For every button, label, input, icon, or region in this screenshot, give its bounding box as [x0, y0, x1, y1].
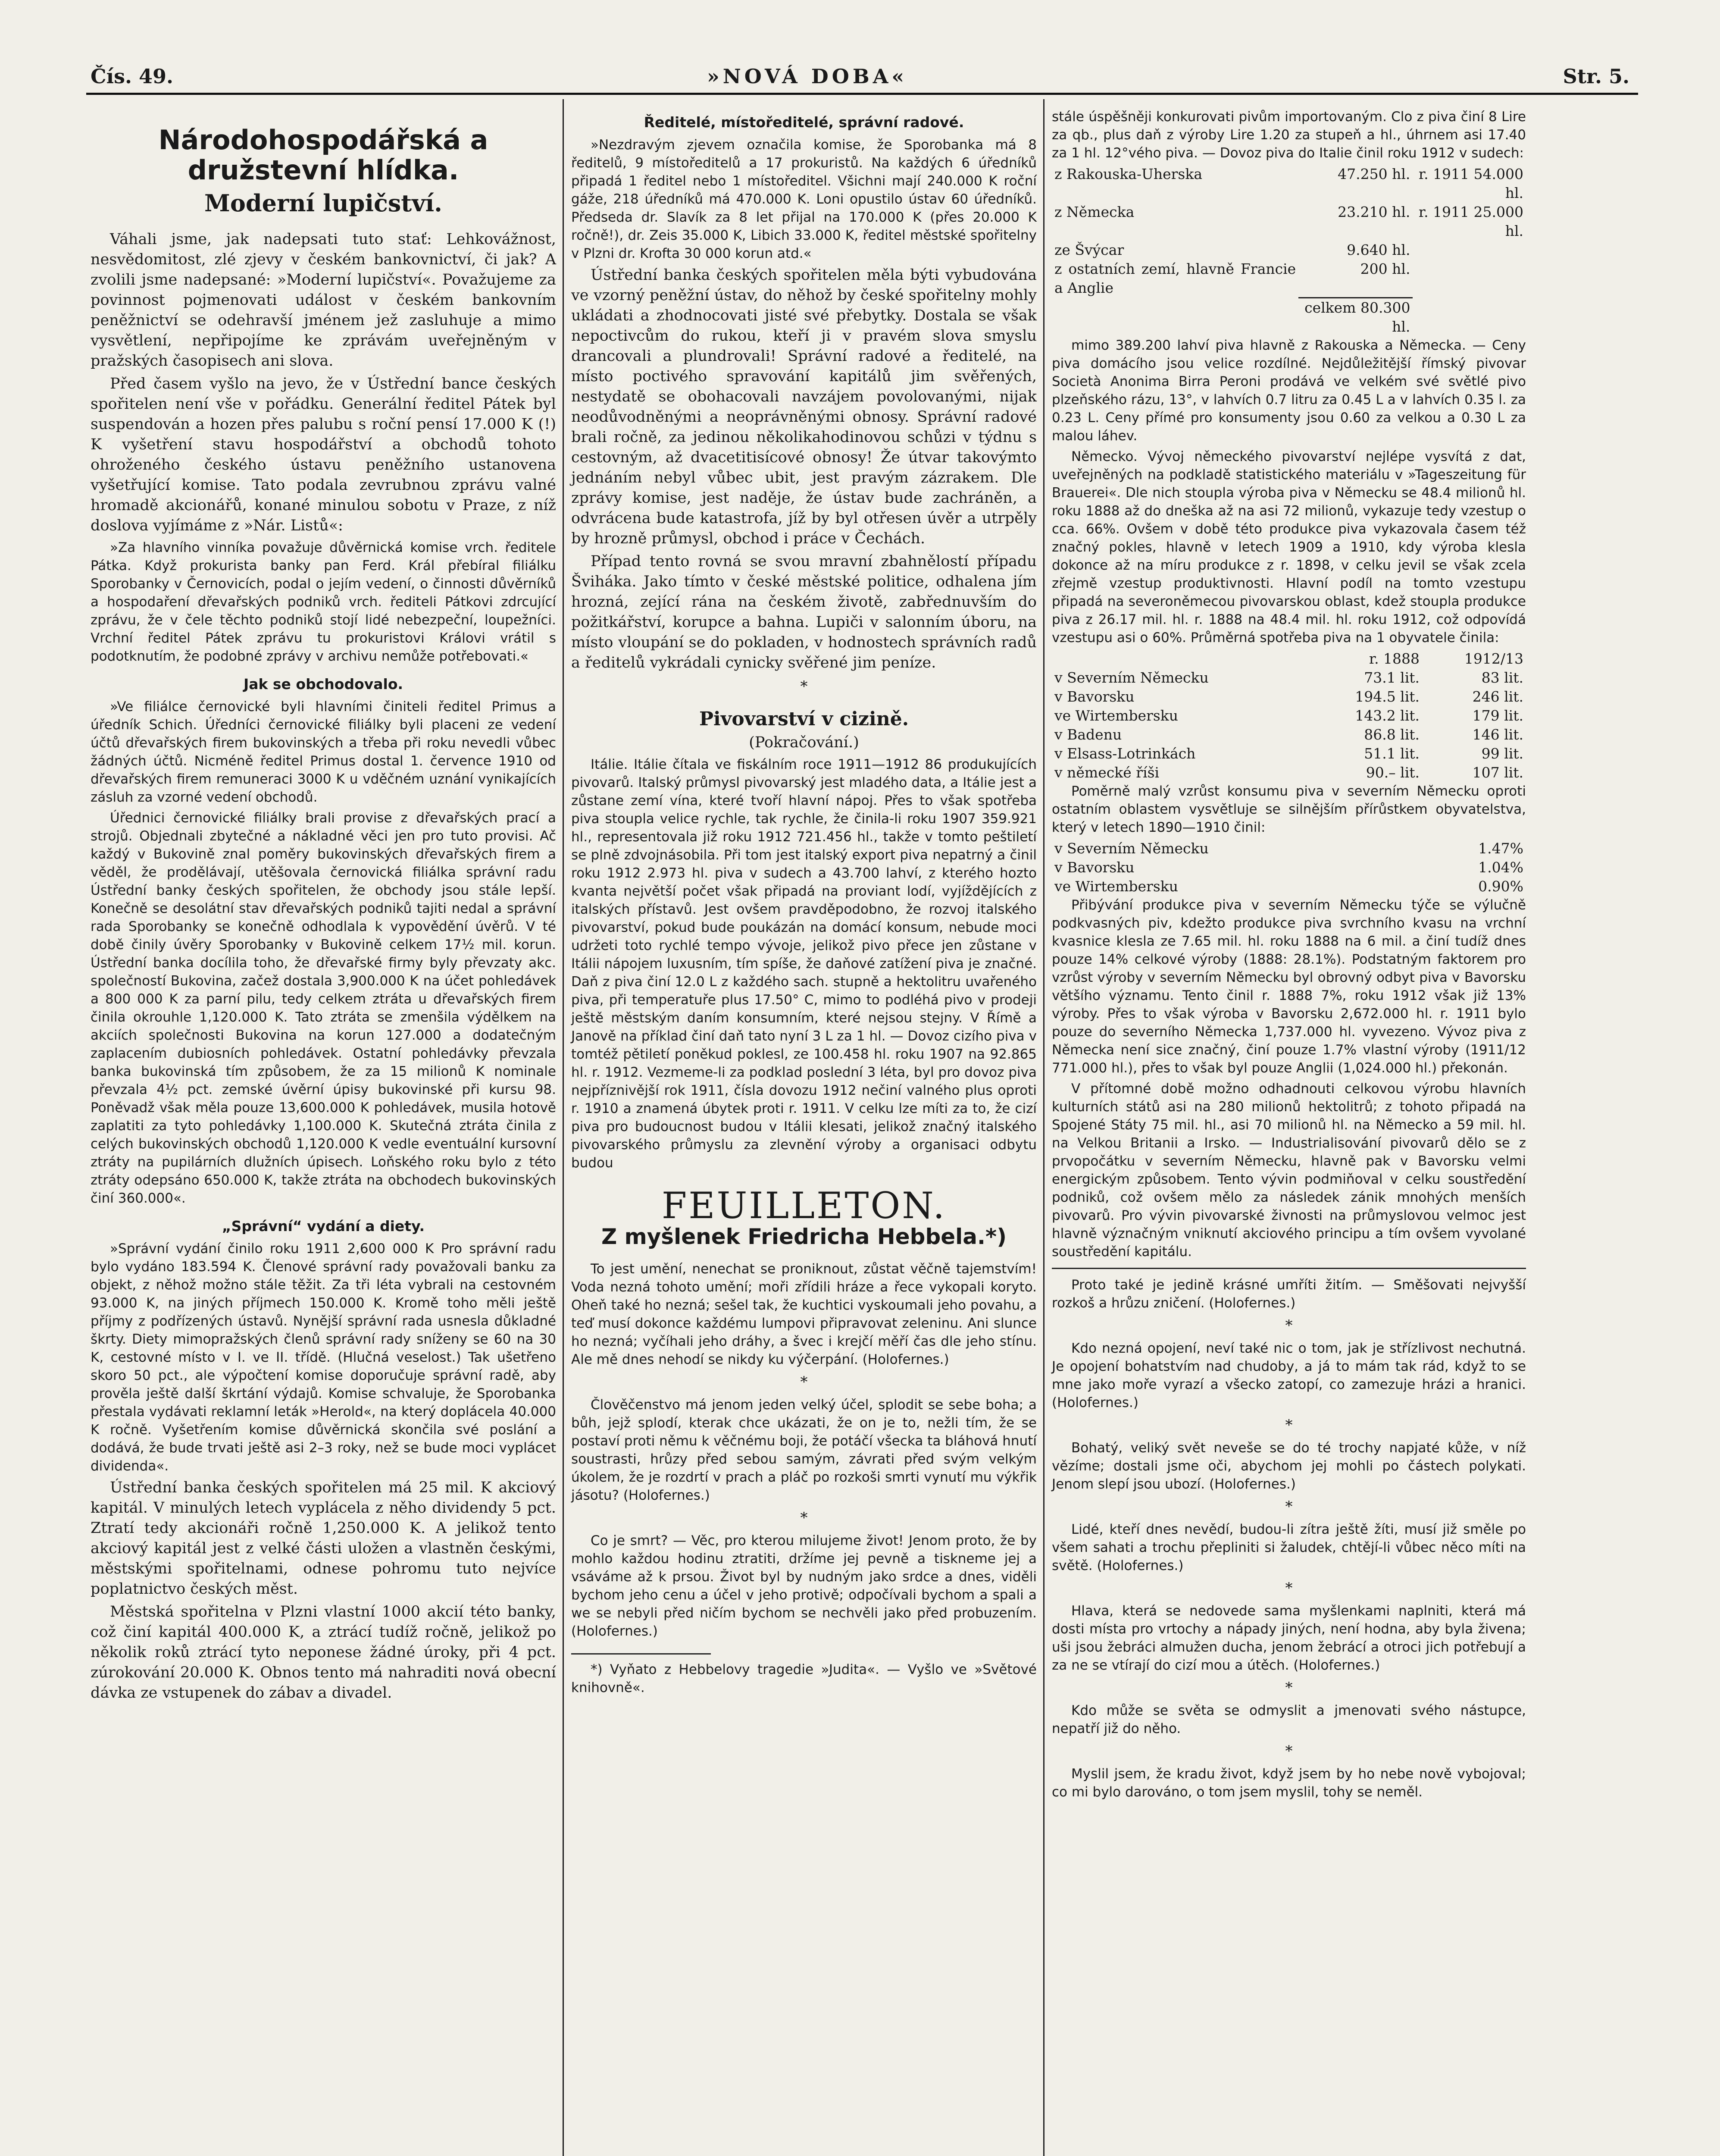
separator-star: * [1285, 1579, 1293, 1597]
footnote-rule [571, 1653, 711, 1655]
table-row: ve Wirtembersku 0.90% [1054, 877, 1523, 895]
table-row: z ostatních zemí, hlavně Francie a Anglie 200 hl. [1054, 260, 1410, 296]
column-divider-2 [1043, 99, 1045, 2156]
paragraph: Váhali jsme, jak nadepsati tuto stať: Lehkovážnost, nesvědomitost, zlé zjevy v českém bankovnictví, či jak? A zvolili jsme nadepsané: »Moderní lupičství«. Považujeme za povinnost pojmenovati událost v českém bankovním peněžnictví se odehravší jménem jež zasluhuje a mimo vysvětlení, nepřipojíme ke zprávám uveřejněným v pražských časopisech ani slova. [91, 231, 556, 370]
table-row: v Badenu 86.8 lit. 146 lit. [1054, 726, 1523, 743]
paragraph: Poměrně malý vzrůst konsumu piva v severním Německu oproti ostatním oblastem vysvětluje se silnějším přírůstkem obyvatelstva, který v letech 1890—1910 činil: [1052, 783, 1526, 835]
paragraph: stále úspěšněji konkurovati pivům importovaným. Clo z piva činí 8 Lire za qb., plus daň z výroby Lire 1.20 za stupeň a hl., úhrnem asi 17.40 za 1 hl. 12°vého piva. — Dovoz piva do Italie činil roku 1912 v sudech: [1052, 109, 1526, 161]
paragraph: mimo 389.200 lahví piva hlavně z Rakouska a Německa. — Ceny piva domácího jsou velice rozdílné. Nejdůležitější římský pivovar Società Anonima Birra Peroni prodává ve velkém své světlé pivo plzeňského rázu, 13°, v lahvích 0.7 litru za 0.45 L a v lahvích 0.35 l. za 0.23 L. Ceny přímé pro konsumenty jsou 0.60 za velkou a 0.30 L za malou láhev. [1052, 337, 1526, 444]
separator-star: * [1285, 1679, 1293, 1696]
table-row: v Severním Německu 1.47% [1054, 840, 1523, 857]
table-header: r. 1888 1912/13 [1369, 650, 1523, 667]
paragraph: Přibývání produkce piva v severním Německu týče se výlučně podkvasných piv, kdežto produkce piva svrchního kvasu na vrchní kvasnice klesla ze 7.65 mil. hl. roku 1888 na 6 mil. a činí tudíž dnes pouze 14% celkové výroby (1888: 28.1%). Podstatným faktorem pro vzrůst výroby v severním Německu byl obrovný odbyt piva v Bavorsku většího významu. Tento činil r. 1888 7%, roku 1912 však již 13% výroby. Přes to však výroba v Bavorsku 2,672.000 hl. r. 1911 bylo pouze do severního Německa 1,737.000 hl. vyvezeno. Vývoz piva z Německa není sice značný, činí pouze 1.7% vlastní výroby (1911/12 771.000 hl.), přes to však byl pouze Anglii (1,024.000 hl.) překonán. [1052, 897, 1526, 1076]
subhead: Jak se obchodovalo. [243, 676, 403, 693]
paragraph: V přítomné době možno odhadnouti celkovou výrobu hlavních kulturních států asi na 280 milionů hektolitrů; z tohoto připadá na Spojené Státy 75 mil. hl., asi 70 milionů hl. na Německo a 59 mil. hl. na Velkou Britanii a Irsko. — Industrialisování pivovarů dělo se z prvopočátku v severním Německu, hlavně pak v Bavorsku velmi energickým způsobem. Tento vývin podmiňoval v celku soustředění podniků, což ovšem mělo za následek zánik mnohých menších pivovarů. Pro vývin pivovarské živnosti na průmyslovou velmoc jest hlavně význačným vniknutí akciového principu a tím ovšem vyvolané soustředění kapitálu. [1052, 1081, 1526, 1260]
table-row: celkem 80.300 hl. [1052, 298, 1526, 336]
page-number-left: Čís. 49. [91, 65, 174, 88]
paragraph: Co je smrt? — Věc, pro kterou milujeme život! Jenom proto, že by mohlo každou hodinu ztratiti, držíme jej pevně a tiskneme jej a vsáváme až k prsou. Život byl by nudným jako srdce a dnes, viděli bychom jeho cenu a účel v jeho protivě; odpočívali bychom a spali a we se nebyli před ničím bychom se nechvěli jako před probuzením. (Holofernes.) [571, 1533, 1037, 1639]
table-row: v Elsass-Lotrinkách 51.1 lit. 99 lit. [1054, 745, 1523, 762]
feuilleton-heading: FEUILLETON. [661, 1185, 947, 1227]
separator-star: * [1285, 1316, 1293, 1334]
paragraph: Hlava, která se nedovede sama myšlenkami naplniti, která má dosti místa pro vrtochy a nápady jiných, není hodna, aby byla živena; uši jsou žebráci almužen ducha, jenom žebrácí a otroci jich potřebují a za ne se vtírají do cizí mou a útěch. (Holofernes.) [1052, 1603, 1526, 1673]
table-row: v Bavorsku 194.5 lit. 246 lit. [1054, 688, 1523, 705]
subhead: „Správní“ vydání a diety. [222, 1218, 425, 1235]
quote: »Nezdravým zjevem označila komise, že Sporobanka má 8 ředitelů, 9 místoředitelů a 17 prokuristů. Na každých 6 úředníků připadá 1 ředitel nebo 1 místoředitel. Všichni mají 240.000 K roční gáže, 218 úředníků má 470.000 K. Loni opustilo ústav 60 úředníků. Předseda dr. Slavík za 8 let přijal na 170.000 K (přes 20.000 K ročně!), dr. Zeis 35.000 K, Libich 33.000 K, ředitel městské spořitelny v Plzni dr. Krofta 30 000 korun atd.« [571, 137, 1037, 261]
paragraph: Ústřední banka českých spořitelen má 25 mil. K akciový kapitál. V minulých letech vyplácela z něho dividendy 5 pct. Ztratí tedy akcionáři ročně 1,250.000 K. A jelikož tento akciový kapitál jest z velké části uložen a vlastněn českými, městskými spořitelnami, odnese pohromu tuto nejvíce poplatnictvo českých měst. [91, 1479, 556, 1598]
import-table [1052, 165, 1526, 336]
paragraph: Kdo může se světa se odmyslit a jmenovati svého nástupce, nepatří již do něho. [1052, 1702, 1526, 1736]
table-row: v Bavorsku 1.04% [1054, 859, 1523, 876]
separator-star: * [1285, 1416, 1293, 1434]
subhead: Ředitelé, místoředitelé, správní radové. [644, 114, 964, 131]
table-row: v německé říši 90.– lit. 107 lit. [1054, 764, 1523, 781]
table-row: v Severním Německu 73.1 lit. 83 lit. [1054, 669, 1523, 686]
separator-star: * [1285, 1498, 1293, 1515]
paragraph: Kdo nezná opojení, neví také nic o tom, jak je střízlivost nechutná. Je opojení bohatstvím nad chudoby, a já to mám tak rád, když to se mne jako moře vyrazí a všecko zatopí, co zamezuje hrázi a hranici. (Holofernes.) [1052, 1340, 1526, 1410]
paragraph: Před časem vyšlo na jevo, že v Ústřední bance českých spořitelen není vše v pořádku. Generální ředitel Pátek byl suspendován a hozen přes palubu s roční pensí 17.000 K (!) K vyšetření stavu hospodářství a obchodů tohoto ohroženého českého ústavu peněžního ustanovena vyšetřující komise. Tato podala zevrubnou zprávu valné hromadě akcionářů, konané minulou sobotu v Praze, z níž doslova vyjímáme z »Nár. Listů«: [91, 375, 556, 534]
table-row: ze Švýcar 9.640 hl. [1054, 241, 1410, 258]
section-title: Národohospodářská a družstevní hlídka. [158, 124, 488, 186]
table-row: z Rakouska-Uherska 47.250 hl. r. 1911 54.000 hl. [1054, 166, 1523, 201]
table-row: ve Wirtembersku 143.2 lit. 179 lit. [1054, 707, 1523, 724]
footnote: *) Vyňato z Hebbelovy tragedie »Judita«. — Vyšlo ve »Světové knihovně«. [571, 1662, 1037, 1695]
paragraph: Německo. Vývoj německého pivovarství nejlépe vysvítá z dat, uveřejněných na podkladě statistického materiálu v »Tageszeitung für Brauerei«. Dle nich stoupla výroba piva v Německu se 48.4 milionů hl. roku 1888 až do dneška až na asi 72 milionů, vykazuje tedy vzestup o cca. 66%. Ovšem v době této produkce piva vykazovala časem též značný pokles, hlavně v letech 1909 a 1910, kdy výroba klesla dokonce až na míru produkce z r. 1898, v celku jevil se však zcela zřejmě vzestup produktivnosti. Hlavní podíl na tomto vzestupu připadá na severoněmecou pivovarskou oblast, kdež stoupla produkce piva z 26.17 mil. hl. r. 1888 na 48.4 mil. hl. roku 1912, což odpovídá vzestupu asi o 60%. Průměrná spotřeba piva na 1 obyvatele činila: [1052, 448, 1526, 646]
consumption-table [1052, 649, 1526, 782]
separator-star: * [800, 1509, 808, 1526]
column-2 [571, 108, 1037, 1699]
column-divider-1 [563, 99, 564, 2156]
paragraph: Itálie. Itálie čítala ve fiskálním roce 1911—1912 86 produkujících pivovarů. Italský průmysl pivovarský jest mladého data, a Itálie jest a zůstane zemí vína, které tvoří hlavní nápoj. Přes to však spotřeba piva stoupla velice rychle, tak rychle, že činila-li roku 1907 359.921 hl., representovala již roku 1912 721.456 hl., takže v tomto peštiletí se plně zdvojnásobila. Při tom jest italský export piva nepatrný a činil roku 1912 2.973 hl. piva v sudech a 43.700 lahví, z kterého hozto kvanta největší počet však připadá na proviant lodí, vyjíždějících z italských přístavů. Jest ovšem pravděpodobno, že rozvoj italského pivovarství, pokud bude poukázán na domácí konsum, nebude moci udržeti toto rychlé tempo vývoje, jelikož pivo přece jen zůstane v Itálii nápojem luxusním, tím spíše, že daňové zatížení piva je značné. Daň z piva činí 12.0 L z každého sach. stupně a hektolitru uvařeného piva, při temperatuře plus 17.50° C, mimo to podléhá pivo v prodeji ještě městským daním konsumním, které nejsou stejny. V Římě a Janově na příklad činí daň tato nyní 3 L za 1 hl. — Dovoz cizího piva v tomtéž pětiletí poněkud poklesl, ze 100.458 hl. roku 1907 na 92.865 hl. r. 1912. Vezmeme-li za podklad poslední 3 léta, byl pro dovoz piva nejpříznivější rok 1911, čísla dovozu 1912 nečiní valného plus oproti r. 1910 a znamená úbytek proti r. 1911. V celku lze míti za to, že cizí piva pro budoucnost budou v Itálii klesati, jelikož značný italského pivovarského průmyslu za zlevnění výroby a organisaci odbytu budou [571, 757, 1037, 1171]
paragraph: Lidé, kteří dnes nevědí, budou-li zítra ještě žíti, musí již směle po všem sahati a trochu přepliniti si žaludek, chtějí-li vůbec něco míti na světě. (Holofernes.) [1052, 1521, 1526, 1573]
paragraph: To jest umění, nenechat se proniknout, zůstat věčně tajemstvím! Voda nezná tohoto umění; moři zřídili hráze a řece vykopali koryto. Oheň také ho nezná; sešel tak, že kuchtici vyskoumali jeho povahu, a teď musí dokonce každému lumpovi připravovat zeleninu. Ani slunce ho nezná; vyčíhali jeho dráhy, a švec i krejčí měří čas dle jeho stínu. Ale mě dnes nehodí se nikdy ku výčerpání. (Holofernes.) [571, 1261, 1037, 1367]
paragraph: Případ tento rovná se svou mravní zbahnělostí případu Šviháka. Jako tímto v české městské politice, odhalena jím hrozná, zející rána na českém životě, zabřednuvším do požitkářství, korupce a bahna. Lupiči v salonním úboru, na místo vloupání se do pokladen, v hodnostech správních radů a ředitelů vykrádali cynicky svěřené jim peníze. [571, 553, 1037, 671]
continuation-note: (Pokračování.) [749, 734, 859, 751]
masthead: »NOVÁ DOBA« [707, 65, 908, 88]
quote: »Ve filiálce černovické byli hlavními činiteli ředitel Primus a úředník Schich. Úředníci černovické filiálky byli placeni ze vedení účtů dřevařských firem bukovinských a třeba při roku nevedli vůbec žádných účtů. Nicméně ředitel Primus dostal 1. července 1910 od dřevařských firem remuneraci 3000 K u vděčném uznání vynikajících zásluh za vzorné vedení obchodů. [91, 699, 556, 805]
article-title: Moderní lupičství. [204, 189, 442, 217]
separator-star: * [1285, 1742, 1293, 1760]
paragraph: Bohatý, veliký svět neveše se do té trochy napjaté kůže, v níž vězíme; dostali jsme oči, abychom jej mohli po částech polykati. Jenom slepí jsou ubozí. (Holofernes.) [1052, 1440, 1526, 1492]
feuilleton-title: Z myšlenek Friedricha Hebbela.*) [601, 1224, 1007, 1249]
separator-star: * [800, 678, 808, 695]
quote: »Správní vydání činilo roku 1911 2,600 000 K Pro správní radu bylo vydáno 183.594 K. Členové správní rady považovali banku za objekt, z něhož možno stále těžit. Za tři léta vybrali na cestovném 93.000 K, na jiných příjmech 150.000 K. Kromě toho měli ještě příjmy z podřízených ústavů. Nynější správní rada usnesla důkladné škrty. Diety mimopražských členů správní rady sníženy se 60 na 30 K, cestovné místo v I. ve II. třídě. (Hlučná veselost.) Tak ušetřeno skoro 50 pct., ale výpočtení komise doporučuje správní radě, aby prověla ještě další škrtání výdajů. Komise schvaluje, že Sporobanka přestala vydávati reklamní leták »Herold«, na který doplácela 40.000 K ročně. Vyšetřením komise důvěrnická skončila své poslání a dodává, že bude trvati ještě asi 2–3 roky, než se bude moci vyplácet dividenda«. [91, 1241, 556, 1474]
column-3 [1052, 108, 1526, 1804]
quote: »Za hlavního vinníka považuje důvěrnická komise vrch. ředitele Pátka. Když prokurista banky pan Ferd. Král přebíral filiálku Sporobanky v Černovicích, podal o jejím vedení, o činnosti důvěrníků a hospodaření dřevařských podniků vrch. řediteli Pátkovi zdrcující zprávu, že v čele těchto podniků stojí lidé nebezpeční, loupežníci. Vrchní ředitel Pátek zprávu tu prokuristovi Královi vrátil s podotknutím, že podobné zprávy v archivu nemůže potřebovati.« [91, 540, 556, 664]
growth-table [1052, 839, 1526, 896]
table-row: z Německa 23.210 hl. r. 1911 25.000 hl. [1054, 204, 1523, 239]
article-title: Pivovarství v cizině. [699, 708, 909, 730]
paragraph: Městská spořitelna v Plzni vlastní 1000 akcií této banky, což činí kapitál 400.000 K, a ztrácí tudíž ročně, jelikož po několik roků ztrácí tyto neponese žádné úroky, při 4 pct. zúrokování 20.000 K. Obnos tento má nahraditi nová obecní dávka ze vstupenek do zábav a divadel. [91, 1603, 556, 1702]
section-rule [1052, 1268, 1526, 1269]
paragraph: Ústřední banka českých spořitelen měla býti vybudována ve vzorný peněžní ústav, do něhož by české spořitelny mohly ukládati a zhodnocovati jisté své přebytky. Dostala se však nepoctivcům do rukou, kteří ji v pravém slova smyslu drancovali a plundrovali! Správní radové a ředitelé, na místo poctivého spravování kapitálů jim svěřených, nestydatě se obohacovali navzájem povolovanými, nijak neodůvodněnými a neoprávněnými obnosy. Správní radové brali ročně, za jedinou několikahodinovou schůzi v týdnu s cestovným, až dvacetitisícové obnosy! Že útvar takovýmto jednáním nebyl vůbec ubit, jest pravým zázrakem. Dle zprávy komise, jest naděje, že ústav bude zachráněn, a odvrácena bude katastrofa, jíž by byl otřesen úvěr a utrpěly by hrozně průmysl, obchod i práce v Čechách. [571, 266, 1037, 547]
column-1 [91, 108, 556, 1706]
top-rule [86, 93, 1638, 95]
paragraph: Myslil jsem, že kradu život, když jsem by ho nebe nově vybojoval; co mi bylo darováno, o tom jsem myslil, tohy se neměl. [1052, 1766, 1526, 1800]
separator-star: * [800, 1373, 808, 1391]
paragraph: Člověčenstvo má jenom jeden velký účel, splodit se sebe boha; a bůh, jejž splodí, kterak chce ukázati, že on je to, nežli tím, že se postaví proti němu k věčnému boji, že potáčí všecka ta bláhová hnutí soustrasti, hrůzy před sebou samým, závrati před svým velkým úkolem, že je rozdrtí v prach a pláč po rozkoši smrti vynutí mu výkřik jásotu? (Holofernes.) [571, 1397, 1037, 1503]
page-number-right: Str. 5. [1563, 65, 1629, 88]
paragraph: Proto také je jedině krásné umříti žitím. — Směšovati nejvyšší rozkoš a hrůzu zničení. (Holofernes.) [1052, 1277, 1526, 1311]
quote: Úřednici černovické filiálky brali provise z dřevařských prací a strojů. Objednali zbytečné a nákladné věci jen pro tuto provisi. Ač každý v Bukovině znal poměry bukovinských dřevařských firem a věděl, že prodělávají, utěšovala černovická filiálka správní radu Ústřední banky českých spořitelen, že obchody jsou stále lepší. Konečně se desolátní stav dřevařských podniků tajiti nedal a správní rada Sporobanky se konečně odhodlala k vypovědění úvěrů. V té době činily úvěry Sporobanky v Bukovině celkem 17½ mil. korun. Ústřední banka docílila toho, že dřevařské firmy byly převzaty akc. společností Bukovina, začež dostala 3,900.000 K na účet pohledávek a 800 000 K za parní pilu, tedy celkem ztráta u dřevařských firem činila okrouhle 1,120.000 K. Tato ztráta se zmenšila výdělkem na akciích společnosti Bukovina na korun 127.000 a dodatečným zaplacením dubiosních pohledávek. Ostatní pohledávky převzala banka bukovinská tím způsobem, že za 15 milionů K nominale převzala 4½ pct. zemské úvěrní úpisy bukovinské při kursu 98. Poněvadž však měla pouze 13,600.000 K pohledávek, musila hotově zaplatiti za tyto pohledávky 1,100.000 K. Skutečná ztráta činila z celých bukovinských obchodů 1,120.000 K vedle eventuální kursovní ztráty na pupilárních dlužních úpisech. Loňského roku bylo z této ztráty odepsáno 650.000 K, takže ztráta na obchodech bukovinských činí 360.000«. [91, 810, 556, 1206]
